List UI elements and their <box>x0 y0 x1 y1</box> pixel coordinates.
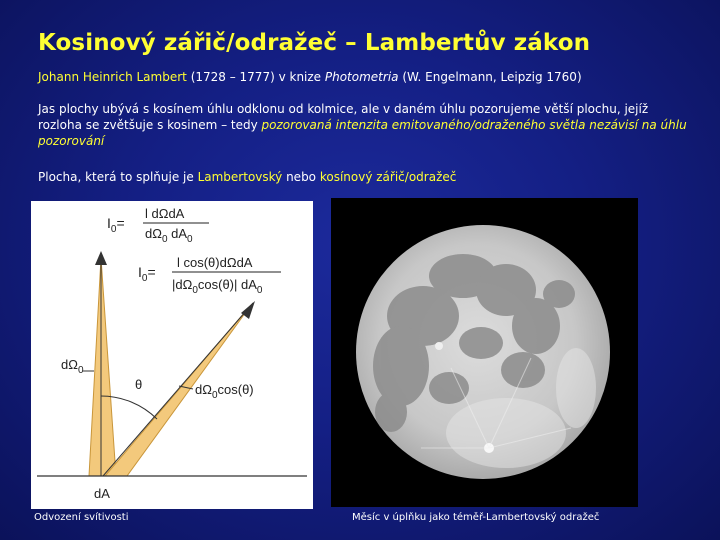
publisher-info: (W. Engelmann, Leipzig 1760) <box>398 70 582 84</box>
copernicus-crater <box>435 342 443 350</box>
full-moon-photo <box>331 198 638 507</box>
lambert-diagram <box>31 201 313 509</box>
explanation-paragraph <box>38 101 688 149</box>
eq2-lhs: $I_0=$ <box>138 264 156 284</box>
domega-label: $d\Omega_0$ <box>61 357 84 376</box>
slide-title: Kosinový zářič/odražeč – Lambertův zákon <box>38 30 591 56</box>
definition-term-cosine: kosínový zářič/odražeč <box>319 170 457 184</box>
explanation-text: Jas plochy ubývá s kosínem úhlu odklonu od kolmice, ale v daném úhlu pozorujeme větší plochu, jejíž rozloha se zvětšuje s kosinem – tedy <box>38 102 649 132</box>
lambert-reference <box>38 70 698 84</box>
book-title: Photometria <box>324 70 399 84</box>
da-label: dA <box>94 486 110 501</box>
eq1-denominator: $d\Omega_0$ $dA_0$ <box>145 226 193 245</box>
domega-cos-label: $d\Omega_0\cos(\theta)$ <box>195 382 254 401</box>
definition-term-lambertian: Lambertovský <box>197 170 283 184</box>
explanation-emphasis: pozorovaná intenzita emitovaného/odraženého světla nezávisí na úhlu pozorování <box>38 118 687 148</box>
theta-label: θ <box>135 377 143 392</box>
definition-prefix: Plocha, která to splňuje je <box>38 170 198 184</box>
normal-arrowhead <box>95 251 107 265</box>
eq2-numerator: l cos(θ)dΩdA <box>177 255 253 270</box>
author-name: Johann Heinrich Lambert <box>38 70 187 84</box>
eq2-denominator: $|d\Omega_0\cos(\theta)|$ $dA_0$ <box>172 277 263 296</box>
definition-middle: nebo <box>282 170 320 184</box>
normal-cone <box>89 258 116 476</box>
lambertian-definition <box>38 170 698 184</box>
moon-caption: Měsíc v úplňku jako téměř-Lambertovský odražeč <box>352 512 600 523</box>
diagram-caption: Odvození svítivosti <box>34 512 129 523</box>
eq1-numerator: l dΩdA <box>145 206 185 221</box>
eq1-lhs: $I_0=$ <box>107 215 125 235</box>
author-years: (1728 – 1777) v knize <box>186 70 325 84</box>
